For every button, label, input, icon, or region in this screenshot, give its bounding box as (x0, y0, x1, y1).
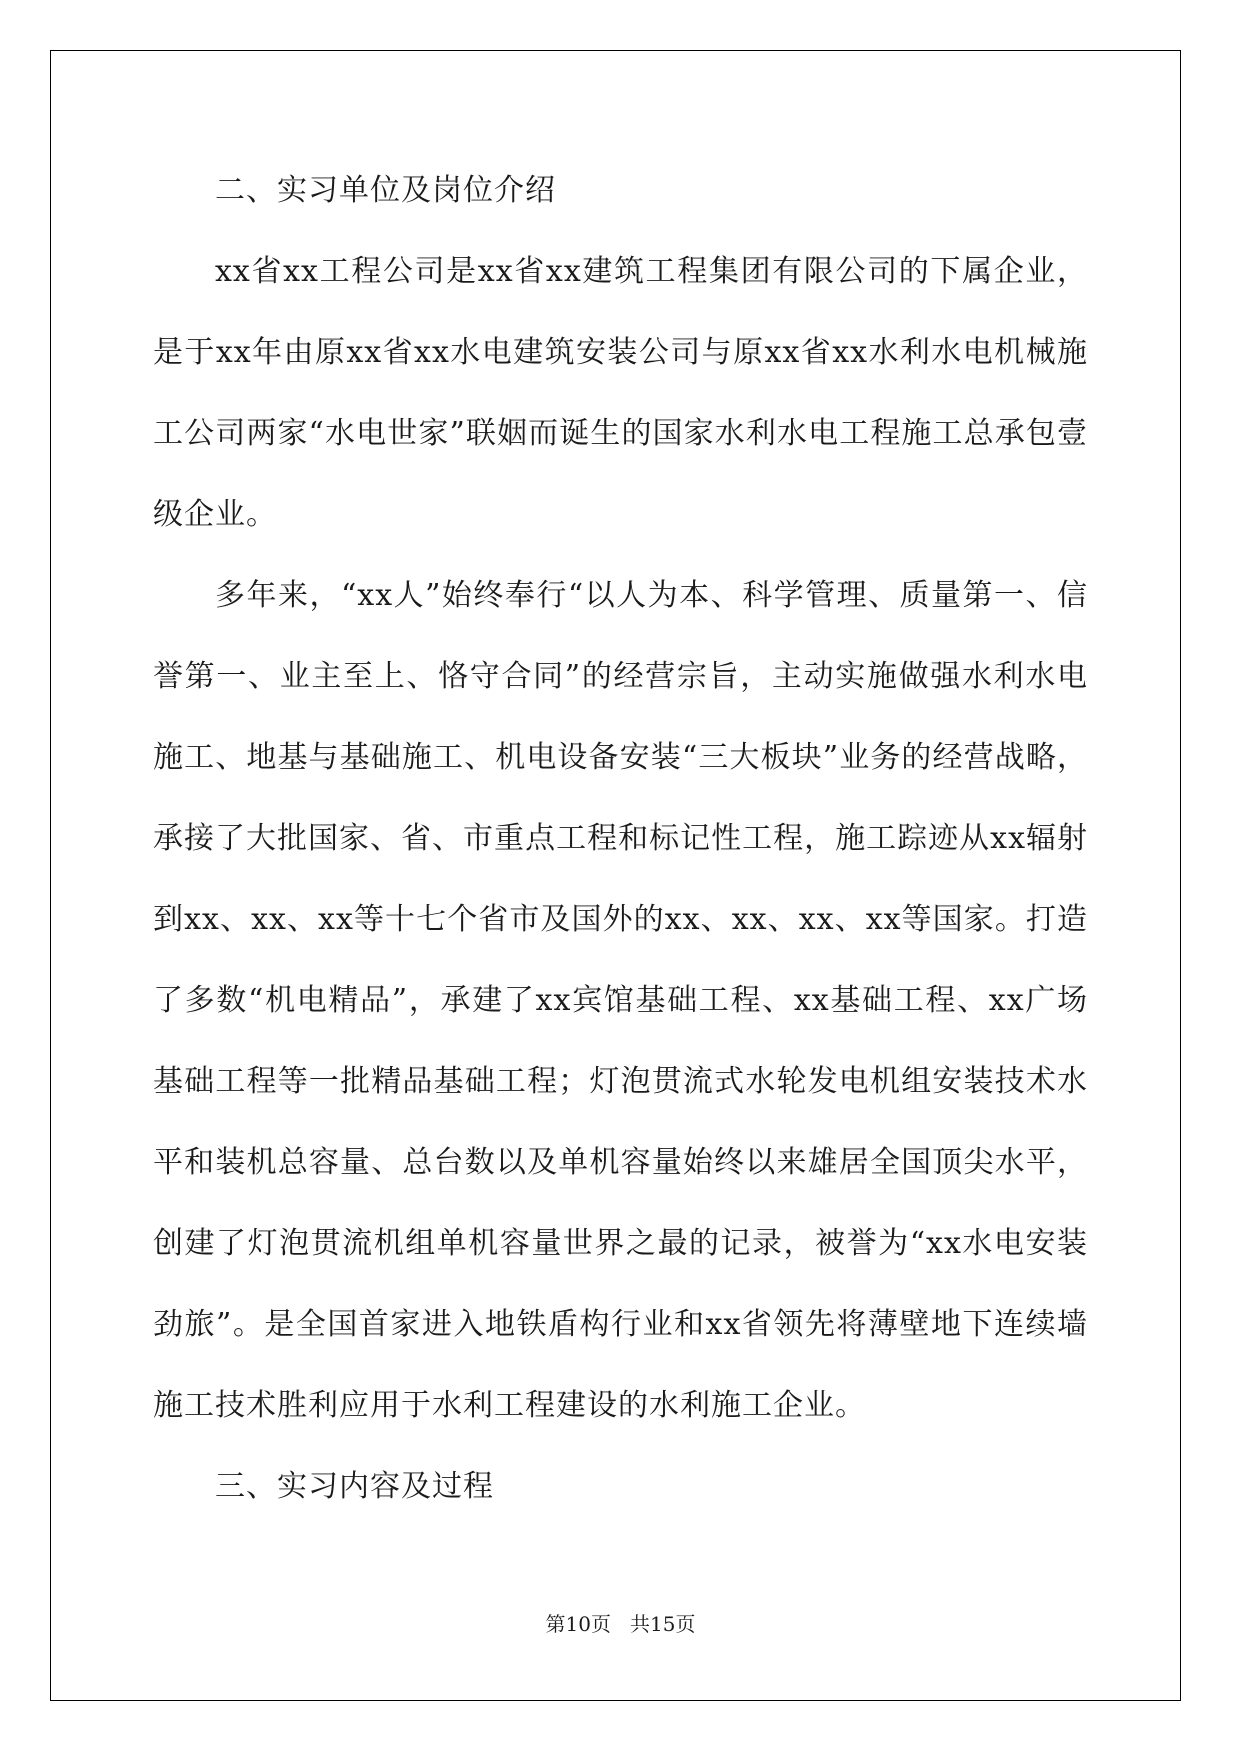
section-heading-internship-content: 三、实习内容及过程 (215, 1469, 494, 1504)
document-body (153, 150, 1088, 1527)
page-number-footer: 第10页 共15页 (545, 1612, 696, 1636)
paragraph-company-history: 多年来，“xx人”始终奉行“以人为本、科学管理、质量第一、信誉第一、业主至上、恪守合同”的经营宗旨，主动实施做强水利水电施工、地基与基础施工、机电设备安装“三大板块”业务的经营战略，承接了大批国家、省、市重点工程和标记性工程，施工踪迹从xx辐射到xx、xx、xx等十七个省市及国外的xx、xx、xx、xx等国家。打造了多数“机电精品”，承建了xx宾馆基础工程、xx基础工程、xx广场基础工程等一批精品基础工程；灯泡贯流式水轮发电机组安装技术水平和装机总容量、总台数以及单机容量始终以来雄居全国顶尖水平，创建了灯泡贯流机组单机容量世界之最的记录，被誉为“xx水电安装劲旅”。是全国首家进入地铁盾构行业和xx省领先将薄壁地下连续墙施工技术胜利应用于水利工程建设的水利施工企业。 (153, 578, 1088, 1423)
paragraph-company-intro: xx省xx工程公司是xx省xx建筑工程集团有限公司的下属企业，是于xx年由原xx省xx水电建筑安装公司与原xx省xx水利水电机械施工公司两家“水电世家”联姻而诞生的国家水利水电工程施工总承包壹级企业。 (153, 254, 1088, 532)
section-heading-internship-unit: 二、实习单位及岗位介绍 (215, 173, 556, 208)
